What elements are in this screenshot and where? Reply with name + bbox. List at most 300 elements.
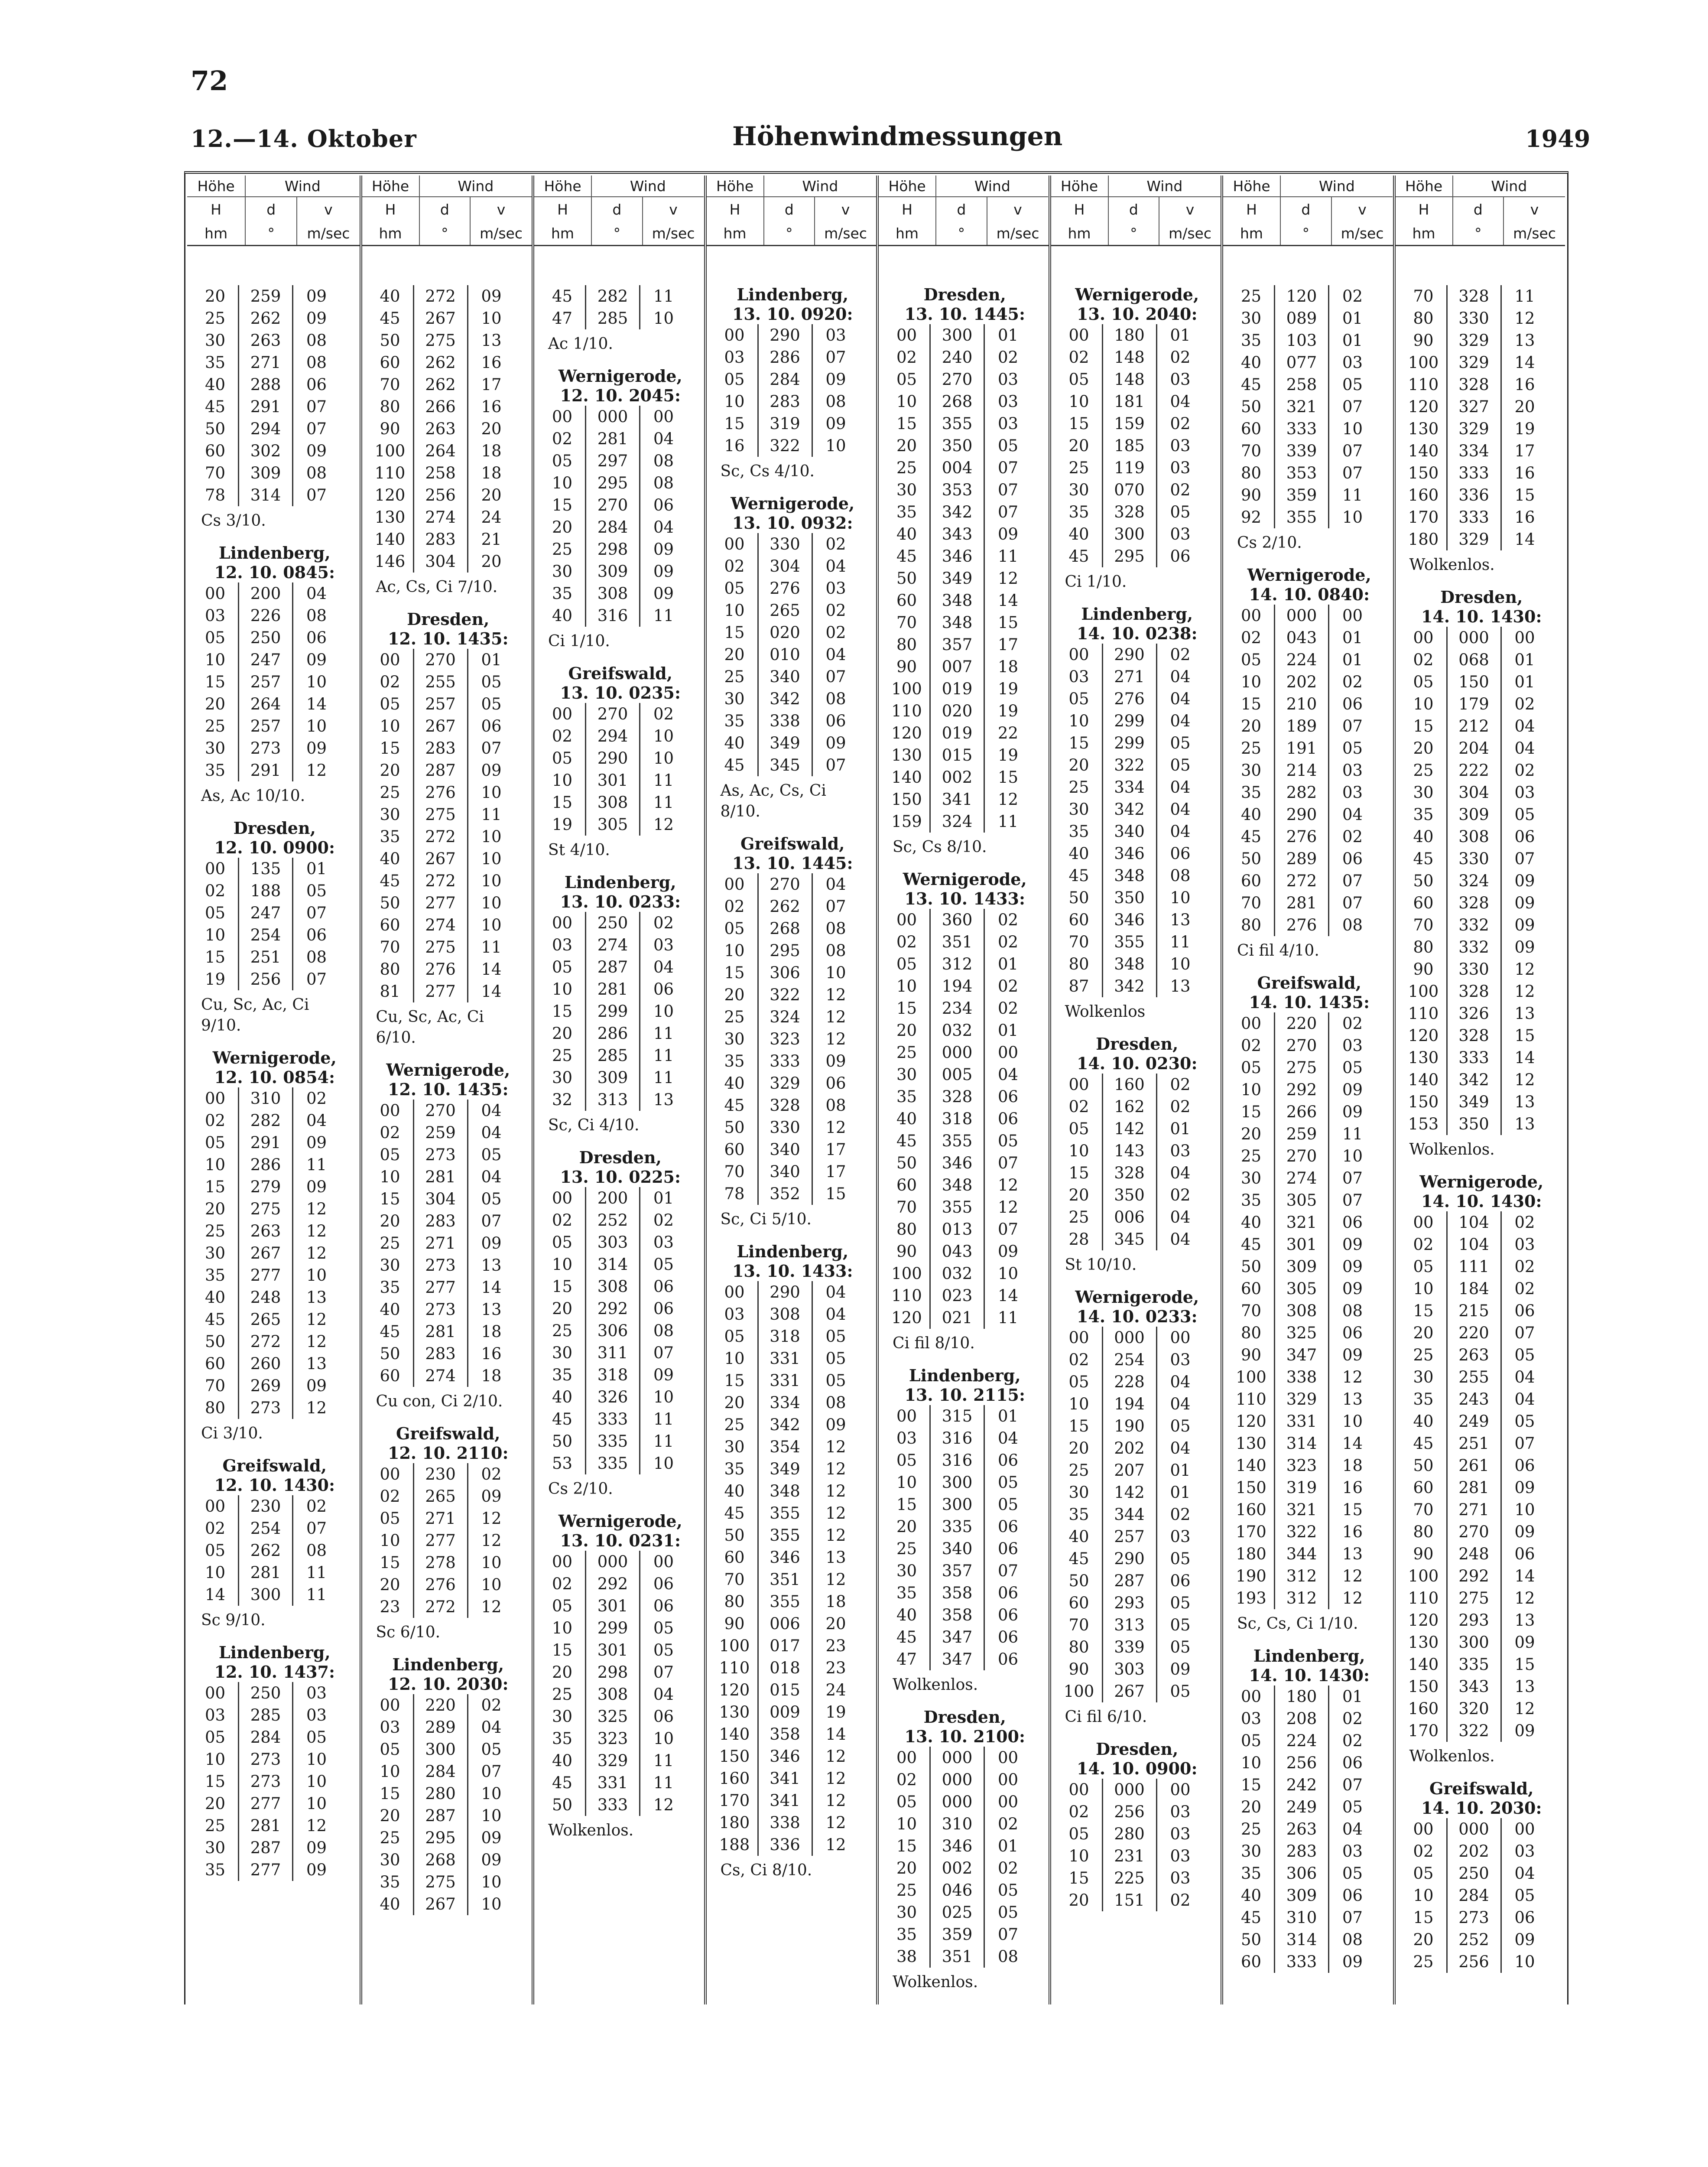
speed-cell: 06 bbox=[639, 494, 687, 516]
height-cell: 100 bbox=[374, 442, 406, 460]
speed-cell: 05 bbox=[812, 1347, 859, 1370]
table-row bbox=[1228, 1929, 1390, 1951]
table-row bbox=[192, 1859, 357, 1881]
speed-cell: 09 bbox=[1328, 1101, 1376, 1123]
direction-cell: 272 bbox=[1274, 870, 1328, 892]
table-row bbox=[539, 1551, 701, 1573]
speed-cell: 08 bbox=[292, 1539, 340, 1562]
height-cell: 25 bbox=[1413, 1346, 1434, 1364]
direction-cell: 286 bbox=[585, 1022, 639, 1044]
column-header bbox=[187, 176, 360, 246]
direction-cell: 289 bbox=[1274, 848, 1328, 870]
table-row bbox=[367, 1783, 529, 1805]
direction-cell: 258 bbox=[413, 462, 467, 484]
direction-cell: 251 bbox=[1446, 1432, 1500, 1454]
speed-cell: 02 bbox=[467, 1694, 515, 1716]
height-cell: 05 bbox=[552, 958, 573, 976]
height-cell: 02 bbox=[1240, 1036, 1262, 1055]
speed-cell: 02 bbox=[292, 1495, 340, 1517]
cloud-note: St 10/10. bbox=[1065, 1256, 1137, 1274]
height-cell: 05 bbox=[205, 1541, 226, 1560]
height-cell: 90 bbox=[896, 657, 917, 676]
table-row bbox=[367, 781, 529, 804]
direction-cell: 315 bbox=[929, 1405, 984, 1427]
direction-cell: 347 bbox=[929, 1648, 984, 1670]
table-row bbox=[884, 324, 1046, 346]
direction-cell: 000 bbox=[929, 1041, 984, 1064]
direction-cell: 252 bbox=[585, 1209, 639, 1231]
height-cell: 15 bbox=[1068, 1164, 1089, 1182]
direction-cell: 349 bbox=[757, 1458, 812, 1480]
speed-cell: 08 bbox=[292, 462, 340, 484]
height-cell: 05 bbox=[1413, 673, 1434, 691]
speed-cell: 03 bbox=[1500, 1840, 1548, 1862]
height-cell: 90 bbox=[1068, 1660, 1089, 1679]
direction-cell: 324 bbox=[757, 1006, 812, 1028]
height-cell: 35 bbox=[205, 353, 226, 372]
table-row bbox=[1401, 351, 1563, 374]
observation-date: 14. 10. 0840: bbox=[1249, 585, 1370, 604]
cloud-note: As, Ac, Cs, Ci bbox=[720, 782, 826, 800]
speed-cell: 13 bbox=[1500, 1609, 1548, 1631]
speed-cell: 07 bbox=[1500, 848, 1548, 870]
speed-cell: 12 bbox=[812, 1028, 859, 1050]
column-body bbox=[187, 246, 360, 1881]
speed-cell: 02 bbox=[639, 1209, 687, 1231]
table-row bbox=[1228, 1101, 1390, 1123]
height-cell: 00 bbox=[1068, 326, 1089, 345]
table-row bbox=[1401, 1862, 1563, 1884]
height-cell: 110 bbox=[1408, 375, 1439, 394]
height-cell: 40 bbox=[552, 1751, 573, 1770]
height-cell: 00 bbox=[205, 584, 226, 603]
station-name: Wernigerode, bbox=[1075, 285, 1199, 304]
speed-cell: 04 bbox=[1156, 688, 1204, 710]
height-cell: 50 bbox=[724, 1118, 745, 1137]
height-cell: 00 bbox=[380, 1465, 400, 1484]
table-row bbox=[1056, 1371, 1218, 1393]
direction-cell: 010 bbox=[757, 644, 812, 666]
table-row bbox=[539, 703, 701, 725]
table-row bbox=[1228, 506, 1390, 528]
h-label: H bbox=[1223, 197, 1281, 221]
d-label: d bbox=[1281, 197, 1331, 221]
speed-cell: 07 bbox=[1328, 1907, 1376, 1929]
table-row bbox=[884, 656, 1046, 678]
cloud-note: Ac 1/10. bbox=[548, 335, 613, 353]
height-cell: 30 bbox=[205, 331, 226, 350]
direction-cell: 259 bbox=[238, 285, 292, 307]
height-cell: 20 bbox=[724, 986, 745, 1004]
table-row bbox=[367, 1529, 529, 1552]
station-block bbox=[192, 285, 357, 531]
speed-cell: 06 bbox=[1500, 1300, 1548, 1322]
speed-cell: 17 bbox=[812, 1161, 859, 1183]
speed-cell: 11 bbox=[639, 1067, 687, 1089]
speed-cell: 05 bbox=[984, 1879, 1031, 1901]
speed-cell: 04 bbox=[1156, 1162, 1204, 1184]
direction-cell: 208 bbox=[1274, 1708, 1328, 1730]
station-block bbox=[712, 494, 874, 822]
direction-cell: 354 bbox=[757, 1436, 812, 1458]
height-cell: 20 bbox=[896, 1859, 917, 1877]
speed-cell: 18 bbox=[1328, 1454, 1376, 1477]
direction-cell: 162 bbox=[1102, 1096, 1156, 1118]
height-cell: 60 bbox=[724, 1140, 745, 1159]
direction-cell: 328 bbox=[1446, 980, 1500, 1002]
speed-cell: 08 bbox=[812, 1094, 859, 1116]
direction-cell: 346 bbox=[1102, 909, 1156, 931]
table-row bbox=[884, 1604, 1046, 1626]
table-row bbox=[712, 754, 874, 776]
table-row bbox=[1401, 737, 1563, 759]
cloud-note: Sc 9/10. bbox=[201, 1611, 266, 1629]
speed-cell: 07 bbox=[292, 902, 340, 924]
direction-cell: 268 bbox=[929, 390, 984, 413]
speed-cell: 06 bbox=[984, 1582, 1031, 1604]
table-row bbox=[1228, 1796, 1390, 1818]
direction-cell: 341 bbox=[757, 1790, 812, 1812]
direction-cell: 274 bbox=[1274, 1167, 1328, 1189]
direction-cell: 046 bbox=[929, 1879, 984, 1901]
direction-cell: 340 bbox=[757, 1139, 812, 1161]
table-row bbox=[539, 956, 701, 978]
table-row bbox=[192, 902, 357, 924]
height-cell: 25 bbox=[552, 1685, 573, 1704]
table-row bbox=[884, 1152, 1046, 1174]
direction-cell: 222 bbox=[1446, 759, 1500, 781]
height-cell: 20 bbox=[724, 645, 745, 664]
table-row bbox=[367, 1849, 529, 1871]
table-row bbox=[884, 1879, 1046, 1901]
direction-cell: 263 bbox=[413, 418, 467, 440]
height-cell: 100 bbox=[1408, 982, 1439, 1001]
direction-cell: 323 bbox=[757, 1028, 812, 1050]
station-block bbox=[367, 1061, 529, 1412]
column-header bbox=[534, 176, 704, 246]
height-cell: 00 bbox=[724, 875, 745, 894]
direction-cell: 262 bbox=[238, 1539, 292, 1562]
height-cell: 180 bbox=[719, 1813, 750, 1832]
table-row bbox=[1056, 1845, 1218, 1867]
height-cell: 80 bbox=[380, 960, 400, 979]
direction-cell: 020 bbox=[929, 700, 984, 722]
speed-cell: 09 bbox=[812, 1414, 859, 1436]
table-row bbox=[539, 516, 701, 538]
speed-cell: 00 bbox=[1500, 1818, 1548, 1840]
table-row bbox=[1401, 1256, 1563, 1278]
direction-cell: 180 bbox=[1274, 1685, 1328, 1708]
direction-cell: 276 bbox=[413, 781, 467, 804]
speed-cell: 12 bbox=[812, 1436, 859, 1458]
direction-cell: 339 bbox=[1274, 440, 1328, 462]
speed-cell: 10 bbox=[639, 1728, 687, 1750]
height-cell: 25 bbox=[1240, 1147, 1262, 1165]
speed-cell: 01 bbox=[1328, 649, 1376, 671]
height-cell: 70 bbox=[724, 1570, 745, 1589]
table-row bbox=[192, 1539, 357, 1562]
height-cell: 80 bbox=[1413, 938, 1434, 957]
speed-cell: 16 bbox=[1500, 506, 1548, 528]
table-column bbox=[1049, 176, 1221, 2004]
height-cell: 90 bbox=[380, 420, 400, 438]
ms-unit: m/sec bbox=[307, 225, 350, 242]
table-row bbox=[1401, 1300, 1563, 1322]
height-cell: 30 bbox=[1413, 1368, 1434, 1386]
height-cell: 90 bbox=[896, 1242, 917, 1261]
height-cell: 30 bbox=[896, 1903, 917, 1922]
speed-cell: 17 bbox=[984, 634, 1031, 656]
table-row bbox=[1056, 754, 1218, 776]
table-row bbox=[192, 374, 357, 396]
table-row bbox=[1228, 605, 1390, 627]
height-cell: 80 bbox=[896, 635, 917, 654]
hoehe-label: Höhe bbox=[187, 176, 246, 197]
table-row bbox=[192, 329, 357, 351]
direction-cell: 304 bbox=[413, 550, 467, 573]
speed-cell: 12 bbox=[292, 1815, 340, 1837]
speed-cell: 07 bbox=[1328, 396, 1376, 418]
height-cell: 05 bbox=[205, 1728, 226, 1747]
speed-cell: 05 bbox=[1328, 1057, 1376, 1079]
direction-cell: 281 bbox=[585, 428, 639, 450]
speed-cell: 20 bbox=[467, 484, 515, 506]
height-cell: 05 bbox=[1240, 651, 1262, 669]
column-body bbox=[879, 246, 1049, 1993]
direction-cell: 234 bbox=[929, 997, 984, 1019]
speed-cell: 07 bbox=[1328, 715, 1376, 737]
table-row bbox=[192, 605, 357, 627]
height-cell: 02 bbox=[380, 1487, 400, 1506]
height-cell: 35 bbox=[380, 827, 400, 846]
direction-cell: 306 bbox=[585, 1320, 639, 1342]
table-row bbox=[1056, 435, 1218, 457]
table-row bbox=[1228, 892, 1390, 914]
direction-cell: 348 bbox=[757, 1480, 812, 1502]
direction-cell: 224 bbox=[1274, 1730, 1328, 1752]
height-cell: 02 bbox=[896, 1770, 917, 1789]
height-cell: 80 bbox=[1068, 955, 1089, 973]
height-cell: 50 bbox=[724, 1526, 745, 1545]
table-row bbox=[712, 1679, 874, 1701]
column-body bbox=[1396, 246, 1565, 1973]
direction-cell: 322 bbox=[1102, 754, 1156, 776]
speed-cell: 07 bbox=[984, 1923, 1031, 1946]
table-row bbox=[884, 545, 1046, 567]
direction-cell: 320 bbox=[1446, 1698, 1500, 1720]
height-cell: 35 bbox=[1413, 1390, 1434, 1409]
table-row bbox=[1401, 671, 1563, 693]
height-cell: 60 bbox=[1240, 420, 1262, 438]
cloud-note: 9/10. bbox=[201, 1017, 241, 1035]
direction-cell: 194 bbox=[1102, 1393, 1156, 1415]
speed-cell: 10 bbox=[1328, 418, 1376, 440]
h-label: H bbox=[1051, 197, 1109, 221]
height-cell: 03 bbox=[380, 1718, 400, 1737]
table-row bbox=[1228, 914, 1390, 936]
height-cell: 10 bbox=[380, 1168, 400, 1186]
direction-cell: 304 bbox=[1446, 781, 1500, 804]
hm-unit: hm bbox=[187, 221, 246, 245]
height-cell: 160 bbox=[719, 1769, 750, 1788]
speed-cell: 06 bbox=[467, 715, 515, 737]
height-cell: 20 bbox=[724, 1393, 745, 1412]
height-cell: 78 bbox=[205, 486, 226, 504]
table-row bbox=[712, 1139, 874, 1161]
table-row bbox=[367, 1463, 529, 1485]
speed-cell: 17 bbox=[1500, 440, 1548, 462]
table-row bbox=[712, 1028, 874, 1050]
table-row bbox=[712, 1635, 874, 1657]
height-cell: 20 bbox=[552, 1024, 573, 1043]
direction-cell: 000 bbox=[585, 406, 639, 428]
height-cell: 45 bbox=[1240, 1908, 1262, 1927]
speed-cell: 03 bbox=[639, 1231, 687, 1253]
height-cell: 20 bbox=[205, 695, 226, 713]
direction-cell: 300 bbox=[929, 324, 984, 346]
speed-cell: 08 bbox=[812, 688, 859, 710]
speed-cell: 07 bbox=[467, 1760, 515, 1783]
column-body bbox=[1223, 246, 1393, 1973]
speed-cell: 04 bbox=[639, 428, 687, 450]
table-row bbox=[367, 1716, 529, 1738]
table-row bbox=[1228, 1521, 1390, 1543]
speed-cell: 07 bbox=[812, 895, 859, 918]
speed-cell: 10 bbox=[1328, 506, 1376, 528]
height-cell: 00 bbox=[1068, 1328, 1089, 1347]
height-cell: 00 bbox=[896, 1407, 917, 1425]
height-cell: 03 bbox=[552, 936, 573, 954]
cloud-note: 6/10. bbox=[376, 1029, 416, 1047]
table-row bbox=[1056, 1658, 1218, 1680]
direction-cell: 119 bbox=[1102, 457, 1156, 479]
table-row bbox=[1056, 1074, 1218, 1096]
table-row bbox=[1056, 931, 1218, 953]
direction-cell: 313 bbox=[585, 1089, 639, 1111]
height-cell: 180 bbox=[1408, 530, 1439, 549]
speed-cell: 09 bbox=[292, 1132, 340, 1154]
hm-unit: hm bbox=[1223, 221, 1281, 245]
table-row bbox=[884, 975, 1046, 997]
speed-cell: 10 bbox=[1156, 887, 1204, 909]
height-cell: 10 bbox=[896, 977, 917, 996]
speed-cell: 09 bbox=[292, 440, 340, 462]
direction-cell: 135 bbox=[238, 858, 292, 880]
speed-cell: 04 bbox=[639, 1683, 687, 1705]
height-cell: 03 bbox=[1240, 1709, 1262, 1728]
observation-date: 13. 10. 2040: bbox=[1077, 304, 1198, 324]
table-row bbox=[1401, 1091, 1563, 1113]
speed-cell: 18 bbox=[467, 462, 515, 484]
table-row bbox=[712, 599, 874, 621]
height-cell: 30 bbox=[896, 1562, 917, 1580]
height-cell: 45 bbox=[724, 1504, 745, 1523]
speed-cell: 08 bbox=[639, 450, 687, 472]
table-row bbox=[1228, 1907, 1390, 1929]
height-cell: 20 bbox=[552, 518, 573, 537]
speed-cell: 09 bbox=[292, 285, 340, 307]
height-cell: 160 bbox=[1236, 1500, 1266, 1519]
speed-cell: 13 bbox=[467, 1298, 515, 1321]
direction-cell: 265 bbox=[757, 599, 812, 621]
table-row bbox=[884, 1285, 1046, 1307]
table-row bbox=[712, 1161, 874, 1183]
speed-cell: 01 bbox=[1156, 1481, 1204, 1503]
table-row bbox=[192, 880, 357, 902]
table-row bbox=[1401, 1477, 1563, 1499]
direction-cell: 276 bbox=[1274, 914, 1328, 936]
direction-cell: 270 bbox=[585, 494, 639, 516]
table-row bbox=[539, 1728, 701, 1750]
height-cell: 170 bbox=[1408, 508, 1439, 527]
speed-cell: 03 bbox=[1156, 457, 1204, 479]
direction-cell: 342 bbox=[757, 1414, 812, 1436]
table-row bbox=[1228, 484, 1390, 506]
speed-cell: 08 bbox=[292, 329, 340, 351]
height-cell: 20 bbox=[1240, 1798, 1262, 1816]
speed-cell: 09 bbox=[1328, 1256, 1376, 1278]
height-cell: 30 bbox=[552, 1707, 573, 1726]
height-cell: 20 bbox=[1413, 1930, 1434, 1949]
direction-cell: 189 bbox=[1274, 715, 1328, 737]
height-cell: 02 bbox=[1068, 1097, 1089, 1116]
direction-cell: 295 bbox=[1102, 545, 1156, 567]
height-cell: 28 bbox=[1068, 1230, 1089, 1249]
table-row bbox=[1401, 980, 1563, 1002]
height-cell: 120 bbox=[374, 486, 406, 504]
speed-cell: 03 bbox=[639, 934, 687, 956]
height-cell: 50 bbox=[552, 1796, 573, 1814]
height-cell: 35 bbox=[380, 1278, 400, 1297]
direction-cell: 294 bbox=[238, 418, 292, 440]
height-cell: 35 bbox=[380, 1873, 400, 1891]
direction-cell: 299 bbox=[585, 1000, 639, 1022]
direction-cell: 350 bbox=[929, 435, 984, 457]
speed-cell: 09 bbox=[639, 538, 687, 560]
height-cell: 20 bbox=[1240, 717, 1262, 735]
table-row bbox=[539, 1750, 701, 1772]
height-cell: 10 bbox=[1068, 392, 1089, 411]
v-label: v bbox=[1358, 201, 1367, 218]
direction-cell: 342 bbox=[1446, 1069, 1500, 1091]
speed-cell: 00 bbox=[1328, 605, 1376, 627]
speed-cell: 15 bbox=[1500, 1025, 1548, 1047]
direction-cell: 256 bbox=[1102, 1801, 1156, 1823]
observation-date: 12. 10. 1437: bbox=[214, 1662, 335, 1682]
height-cell: 45 bbox=[552, 287, 573, 306]
height-cell: 10 bbox=[205, 1155, 226, 1174]
height-cell: 60 bbox=[1240, 1952, 1262, 1971]
cloud-note: Ci fil 8/10. bbox=[893, 1334, 975, 1352]
speed-cell: 12 bbox=[467, 1596, 515, 1618]
height-cell: 15 bbox=[1240, 1103, 1262, 1121]
table-row bbox=[1056, 1327, 1218, 1349]
height-cell: 100 bbox=[1236, 1368, 1266, 1386]
table-row bbox=[712, 873, 874, 895]
direction-cell: 268 bbox=[413, 1849, 467, 1871]
height-cell: 45 bbox=[380, 872, 400, 890]
table-row bbox=[367, 329, 529, 351]
direction-cell: 309 bbox=[238, 462, 292, 484]
direction-cell: 347 bbox=[929, 1626, 984, 1648]
ms-unit: m/sec bbox=[480, 225, 523, 242]
speed-cell: 06 bbox=[292, 924, 340, 946]
height-cell: 159 bbox=[891, 812, 922, 831]
direction-cell: 202 bbox=[1274, 671, 1328, 693]
speed-cell: 00 bbox=[1156, 1327, 1204, 1349]
speed-cell: 05 bbox=[1156, 1548, 1204, 1570]
speed-cell: 05 bbox=[639, 1639, 687, 1661]
